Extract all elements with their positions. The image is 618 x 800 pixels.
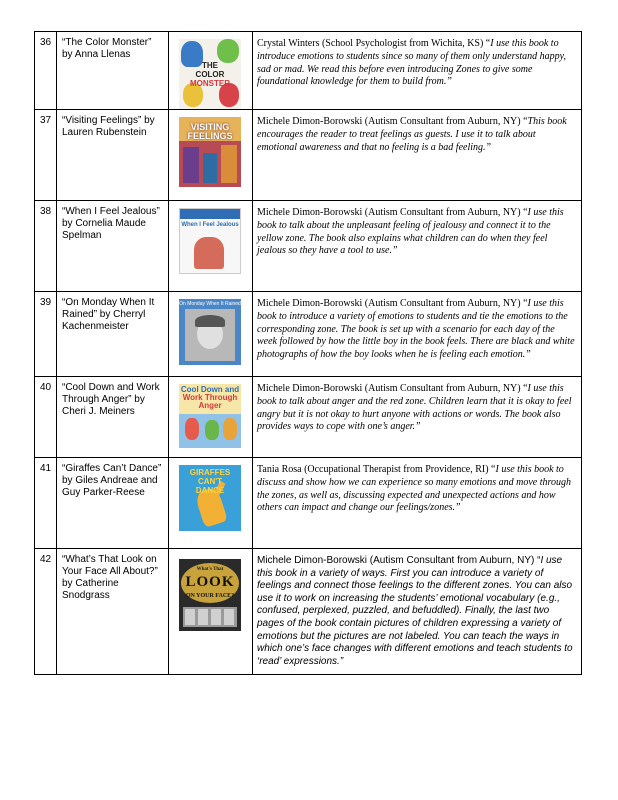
book-cover-cell (169, 292, 253, 377)
book-cover-cell (169, 110, 253, 201)
table-row (35, 549, 582, 675)
book-cover-image (179, 384, 241, 448)
cover-text: FEELINGS (187, 131, 233, 141)
reviewer-name: Michele Dimon-Borowski (Autism Consultant from Auburn, NY) “ (257, 555, 541, 566)
review-cell (253, 201, 582, 292)
book-cover-cell (169, 32, 253, 110)
review-quote: This book encourages the reader to treat feelings as guests. I use it to talk about emotional awareness and that no feeling is a bad feeling.” (257, 116, 567, 153)
book-title: “The Color Monster” by Anna Llenas (57, 32, 169, 110)
book-cover-cell (169, 377, 253, 458)
cover-text: Cool Down and (180, 385, 240, 394)
row-number: 39 (35, 292, 57, 377)
row-number: 41 (35, 458, 57, 549)
reviewer-name: Crystal Winters (School Psychologist from Wichita, KS) “ (257, 38, 491, 49)
table-row (35, 201, 582, 292)
row-number: 40 (35, 377, 57, 458)
review-cell (253, 110, 582, 201)
review-quote: I use this book to introduce a variety of emotions to students and tie the emotions to the corresponding zone. The book is set up with a scenario for each day of the week followed by how the little boy in the book feels. There are black and white photographs of how the boy looks when he is feeling each emotion.” (257, 298, 575, 361)
book-title: “Cool Down and Work Through Anger” by Cheri J. Meiners (57, 377, 169, 458)
book-title: “When I Feel Jealous” by Cornelia Maude Spelman (57, 201, 169, 292)
row-number: 36 (35, 32, 57, 110)
book-cover-cell (169, 549, 253, 675)
table-row (35, 32, 582, 110)
reviewer-name: Michele Dimon-Borowski (Autism Consultant from Auburn, NY) “ (257, 207, 528, 218)
book-cover-image (179, 39, 241, 109)
table-row (35, 110, 582, 201)
cover-text: COLOR (195, 70, 225, 79)
table-row (35, 292, 582, 377)
book-cover-image (179, 559, 241, 631)
cover-text: DANCE (195, 486, 225, 495)
book-cover-cell (169, 458, 253, 549)
book-title: “Giraffes Can’t Dance” by Giles Andreae and Guy Parker-Reese (57, 458, 169, 549)
book-title: “Visiting Feelings” by Lauren Rubenstein (57, 110, 169, 201)
cover-text: When I Feel Jealous (181, 222, 239, 228)
table-row (35, 377, 582, 458)
cover-text: VISITING (190, 122, 230, 132)
table-row (35, 458, 582, 549)
book-cover-image (179, 208, 241, 274)
review-quote: I use this book in a variety of ways. First you can introduce a variety of feelings and connect those feelings to the different zones. You can also use it to work on increasing the students’ emotional vocabulary (e.g., confused, perplexed, puzzled, and befuddled). Finally, the last two pages of the book contain pictures of children expressing a variety of emotions but the pictures are not labeled. You can teach the ways in which one’s face changes with different emotions and teach students to ‘read’ expressions.” (257, 555, 573, 667)
review-quote: I use this book to talk about anger and the red zone. Children learn that it is okay to feel angry but it is not okay to hurt anyone with actions or words. The book also provides ways to cope with one’s anger.” (257, 383, 572, 433)
row-number: 37 (35, 110, 57, 201)
reviewer-name: Michele Dimon-Borowski (Autism Consultant from Auburn, NY) “ (257, 383, 528, 394)
cover-text: THE (202, 61, 218, 70)
cover-text: ON YOUR FACE? (185, 593, 235, 599)
book-title: “On Monday When It Rained” by Cherryl Kachenmeister (57, 292, 169, 377)
book-cover-image (179, 299, 241, 365)
row-number: 42 (35, 549, 57, 675)
book-cover-image (179, 465, 241, 531)
reviewer-name: Michele Dimon-Borowski (Autism Consultant from Auburn, NY) “ (257, 116, 528, 127)
book-recommendations-table (34, 31, 582, 675)
cover-text: Work Through Anger (182, 393, 238, 410)
review-cell (253, 32, 582, 110)
book-cover-image (179, 117, 241, 187)
review-cell (253, 292, 582, 377)
row-number: 38 (35, 201, 57, 292)
book-title: “What’s That Look on Your Face All About?” by Catherine Snodgrass (57, 549, 169, 675)
cover-text: MONSTER (190, 79, 230, 88)
review-cell (253, 458, 582, 549)
book-cover-cell (169, 201, 253, 292)
reviewer-name: Tania Rosa (Occupational Therapist from Providence, RI) “ (257, 464, 496, 475)
review-cell (253, 377, 582, 458)
cover-text: On Monday When It Rained (179, 301, 241, 307)
cover-text: GIRAFFES CAN'T (189, 468, 231, 486)
review-quote: I use this book to discuss and show how we can experience so many emotions and move through the zones, as well as, discussing expected and unexpected actions and how others can impact and change our feelings/zones.” (257, 464, 572, 514)
cover-text: LOOK (185, 574, 235, 590)
cover-text: What's That (196, 567, 224, 572)
review-cell (253, 549, 582, 675)
review-quote: I use this book to introduce emotions to students since so many of them only understand happy, sad or mad. We read this before even introducing Zones to give some foundational knowledge for them to build from.” (257, 38, 567, 88)
reviewer-name: Michele Dimon-Borowski (Autism Consultant from Auburn, NY) “ (257, 298, 528, 309)
review-quote: I use this book to talk about the unpleasant feeling of jealousy and connect it to the yellow zone. The book also explains what children can do when they feel jealous so they have a tool to use.” (257, 207, 564, 257)
